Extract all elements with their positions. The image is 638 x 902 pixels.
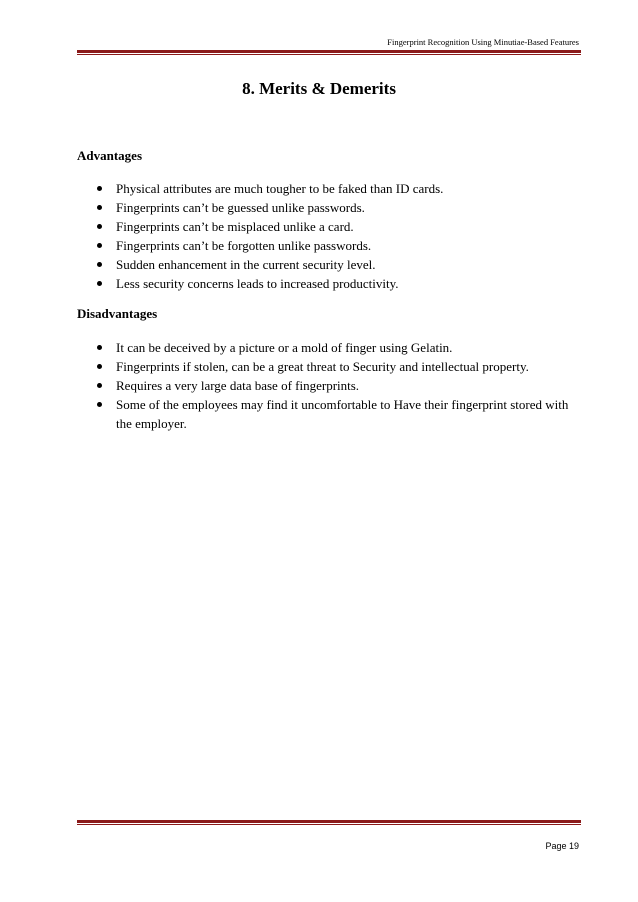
disadvantage-text: It can be deceived by a picture or a mold of finger using Gelatin. <box>116 340 453 355</box>
advantage-item <box>95 217 575 236</box>
header-rule <box>77 50 581 55</box>
disadvantages-heading: Disadvantages <box>77 306 158 321</box>
bullet-icon <box>97 205 102 210</box>
disadvantage-text: Requires a very large data base of fingerprints. <box>116 378 360 393</box>
bullet-icon <box>97 224 102 229</box>
bullet-icon <box>97 364 102 369</box>
section-title: 8. Merits & Demerits <box>242 79 396 98</box>
advantage-text: Less security concerns leads to increased productivity. <box>116 276 399 291</box>
footer-rule <box>77 820 581 825</box>
advantage-item <box>95 179 575 198</box>
advantage-item <box>95 274 575 293</box>
advantage-text: Fingerprints can’t be forgotten unlike passwords. <box>116 238 372 253</box>
advantage-text: Physical attributes are much tougher to be faked than ID cards. <box>116 181 444 196</box>
advantage-item <box>95 236 575 255</box>
advantage-item <box>95 255 575 274</box>
disadvantage-item <box>95 395 575 433</box>
page-number: Page 19 <box>545 841 579 851</box>
bullet-icon <box>97 186 102 191</box>
disadvantage-item <box>95 376 575 395</box>
disadvantage-item <box>95 338 575 357</box>
advantage-text: Fingerprints can’t be guessed unlike passwords. <box>116 200 365 215</box>
bullet-icon <box>97 281 102 286</box>
bullet-icon <box>97 243 102 248</box>
advantages-heading: Advantages <box>77 148 143 163</box>
disadvantage-text: Some of the employees may find it uncomfortable to Have their fingerprint stored with the employer. <box>116 397 569 431</box>
bullet-icon <box>97 402 102 407</box>
advantages-list <box>95 179 575 293</box>
advantage-text: Fingerprints can’t be misplaced unlike a card. <box>116 219 354 234</box>
disadvantages-list <box>95 338 575 433</box>
running-header: Fingerprint Recognition Using Minutiae-Based Features <box>387 37 579 47</box>
advantage-item <box>95 198 575 217</box>
advantage-text: Sudden enhancement in the current security level. <box>116 257 376 272</box>
bullet-icon <box>97 262 102 267</box>
disadvantage-text: Fingerprints if stolen, can be a great threat to Security and intellectual property. <box>116 359 529 374</box>
bullet-icon <box>97 383 102 388</box>
disadvantage-item <box>95 357 575 376</box>
bullet-icon <box>97 345 102 350</box>
